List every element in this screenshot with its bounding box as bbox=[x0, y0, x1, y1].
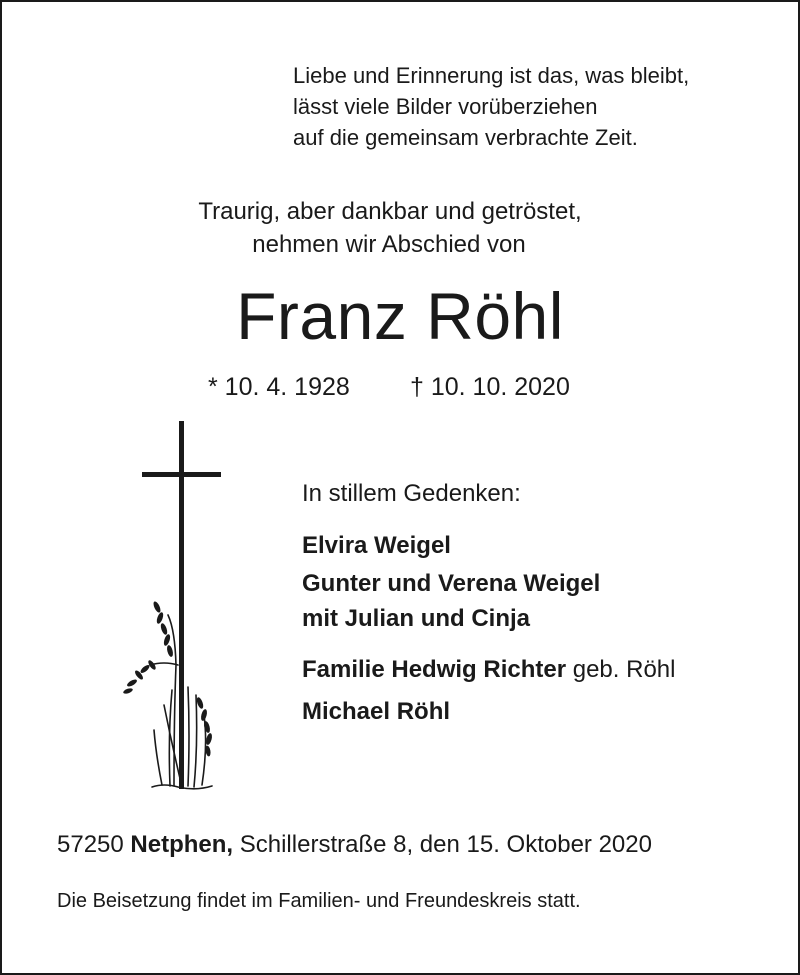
poem-line: auf die gemeinsam verbrachte Zeit. bbox=[293, 125, 638, 150]
mourner-name: Gunter und Verena Weigel bbox=[302, 570, 601, 597]
intro-text bbox=[0, 195, 800, 261]
address-zip: 57250 bbox=[57, 831, 131, 858]
mourner-name: mit Julian und Cinja bbox=[302, 605, 531, 632]
poem bbox=[293, 60, 689, 153]
cross-with-wheat-icon bbox=[112, 415, 242, 795]
mourner-note: geb. Röhl bbox=[566, 656, 676, 683]
mourners-heading: In stillem Gedenken: bbox=[302, 480, 521, 507]
mourner-name: Michael Röhl bbox=[302, 698, 451, 725]
burial-note: Die Beisetzung findet im Familien- und Freundeskreis statt. bbox=[57, 890, 581, 912]
poem-line: lässt viele Bilder vorüberziehen bbox=[293, 94, 598, 119]
address-rest: Schillerstraße 8, den 15. Oktober 2020 bbox=[233, 831, 652, 858]
mourner-name: Elvira Weigel bbox=[302, 532, 451, 559]
birth-date: * 10. 4. 1928 bbox=[208, 373, 350, 401]
deceased-name: Franz Röhl bbox=[236, 279, 564, 353]
intro-line: nehmen wir Abschied von bbox=[252, 231, 526, 258]
mourner-name: Familie Hedwig Richter bbox=[302, 656, 567, 683]
poem-line: Liebe und Erinnerung ist das, was bleibt, bbox=[293, 63, 690, 88]
address-line bbox=[57, 827, 652, 863]
intro-line: Traurig, aber dankbar und getröstet, bbox=[198, 198, 582, 225]
death-date: † 10. 10. 2020 bbox=[410, 373, 570, 401]
address-city: Netphen, bbox=[130, 831, 234, 858]
mourner-family bbox=[302, 652, 675, 688]
